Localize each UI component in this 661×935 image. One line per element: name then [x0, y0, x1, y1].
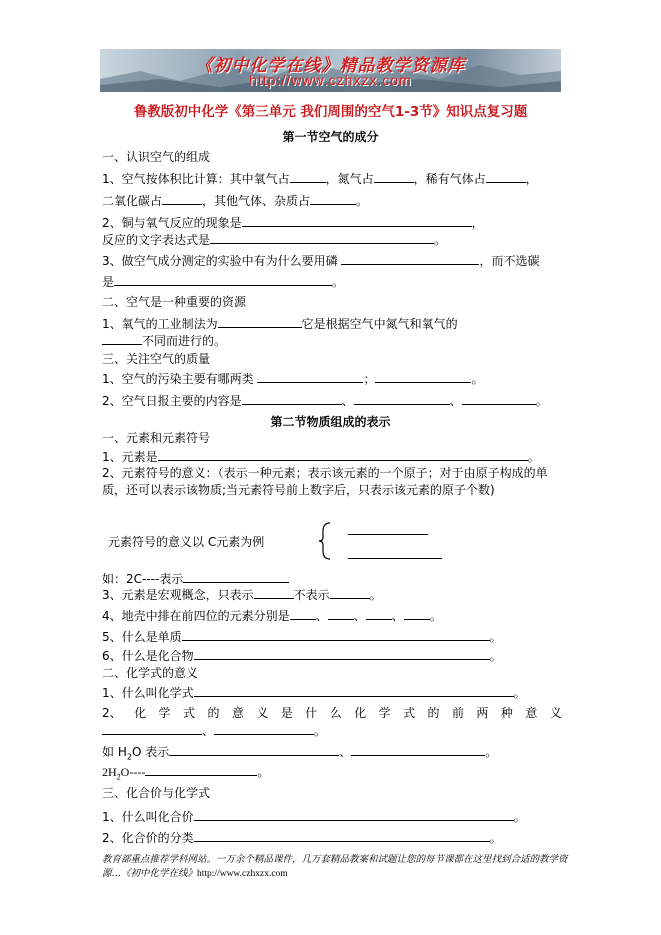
- text: 。: [471, 372, 484, 386]
- footer-note: [102, 853, 572, 881]
- text: 1、元素是: [102, 450, 158, 464]
- answer-blank[interactable]: [242, 392, 342, 405]
- answer-blank[interactable]: [194, 684, 514, 697]
- s1-question-3-cont: [102, 273, 344, 290]
- s2-question-6: [102, 647, 502, 664]
- s1-question-1-cont: [102, 192, 368, 209]
- answer-blank[interactable]: [462, 392, 536, 405]
- s2-question-10: [102, 829, 502, 846]
- text: ，: [525, 172, 538, 186]
- text: 义: [256, 706, 269, 720]
- answer-blank[interactable]: [351, 743, 485, 756]
- s2-question-1: [102, 448, 540, 465]
- text: ；: [363, 372, 376, 386]
- s2-subheading-1: 一、元素和元素符号: [102, 431, 211, 445]
- text: 意: [231, 706, 244, 720]
- text: 。: [527, 450, 540, 464]
- s1-question-1: [102, 170, 538, 187]
- answer-blank[interactable]: [169, 743, 339, 756]
- text: 。: [535, 394, 548, 408]
- text: 是: [280, 706, 293, 720]
- answer-blank[interactable]: [194, 647, 490, 660]
- s1-subheading-2: 二、空气是一种重要的资源: [102, 295, 247, 309]
- text: 前: [451, 706, 464, 720]
- s2-question-7: [102, 684, 526, 701]
- s2-question-9: [102, 808, 526, 825]
- footer-url[interactable]: http://www.czhxzx.com: [197, 869, 288, 879]
- text: 、: [353, 609, 366, 623]
- text: 3、元素是宏观概念，只表示: [102, 588, 254, 602]
- text: 。: [489, 630, 502, 644]
- answer-blank[interactable]: [290, 170, 326, 183]
- s2-subheading-2: 二、化学式的意义: [102, 666, 199, 680]
- s2-question-3: [102, 586, 382, 603]
- answer-blank[interactable]: [214, 722, 314, 735]
- text: 2、空气日报主要的内容是: [102, 394, 242, 408]
- text: 。: [332, 275, 345, 289]
- s1-subheading-3: 三、关注空气的质量: [102, 352, 211, 366]
- text: 学: [158, 706, 171, 720]
- symbol-meaning-label: 元素符号的意义以 C元素为例: [108, 535, 265, 549]
- text: 1、空气的污染主要有哪两类: [102, 372, 254, 386]
- text: 、: [391, 609, 404, 623]
- text: 式: [403, 706, 416, 720]
- s1-question-6: [102, 392, 548, 409]
- text: O 表示: [131, 745, 170, 759]
- answer-blank[interactable]: [242, 214, 472, 227]
- text: 。: [513, 686, 526, 700]
- document-title: 鲁教版初中化学《第三单元 我们周围的空气1-3节》知识点复习题: [133, 104, 528, 120]
- text: 二氧化碳占: [102, 194, 163, 208]
- text: 2、铜与氧气反应的现象是: [102, 216, 242, 230]
- text: 。: [434, 233, 447, 247]
- s2-question-8: [102, 704, 562, 721]
- text: 什: [305, 706, 318, 720]
- text: O----: [120, 765, 146, 779]
- text: 1、什么叫化合价: [102, 810, 194, 824]
- footer-text: 教育部重点推荐学科网站。一万余个精品课件，几万套精品教案和试题让您的每节课都在这里找到合适的教学资源…《初中化学在线》: [102, 854, 568, 879]
- text: 的: [207, 706, 220, 720]
- answer-blank[interactable]: [145, 763, 257, 776]
- answer-blank[interactable]: [328, 607, 354, 620]
- answer-blank[interactable]: [183, 570, 289, 583]
- text: 。: [489, 831, 502, 845]
- subscript: 2: [126, 752, 132, 762]
- text: 式: [182, 706, 195, 720]
- s1-question-3: [102, 252, 539, 269]
- text: 学: [378, 706, 391, 720]
- text: 4、地壳中排在前四位的元素分别是: [102, 609, 290, 623]
- text: 、: [202, 724, 215, 738]
- s2-question-4: [102, 607, 442, 624]
- answer-blank[interactable]: [486, 170, 526, 183]
- section-2-heading: 第二节物质组成的表示: [270, 415, 391, 429]
- answer-blank[interactable]: [162, 192, 202, 205]
- s1-question-4: [102, 315, 458, 332]
- text: 不同而进行的。: [142, 334, 227, 348]
- text: ，: [471, 216, 484, 230]
- text: 不表示: [293, 588, 330, 602]
- text: 、: [341, 394, 354, 408]
- text: 。: [257, 765, 270, 779]
- text: 么: [329, 706, 342, 720]
- s2-subheading-3: 三、化合价与化学式: [102, 786, 211, 800]
- text: 。: [314, 724, 327, 738]
- text: 5、什么是单质: [102, 630, 182, 644]
- answer-blank[interactable]: [404, 607, 430, 620]
- header-banner: [100, 49, 561, 92]
- text: 。: [485, 745, 498, 759]
- text: ，稀有气体占: [413, 172, 486, 186]
- text: 1、氧气的工业制法为: [102, 317, 218, 331]
- left-brace-icon: [317, 521, 333, 561]
- answer-blank[interactable]: [348, 522, 428, 535]
- answer-blank[interactable]: [366, 607, 392, 620]
- text: 。: [513, 810, 526, 824]
- answer-blank[interactable]: [348, 546, 442, 559]
- answer-blank[interactable]: [114, 273, 332, 286]
- text: 2H: [102, 765, 117, 779]
- answer-blank[interactable]: [375, 370, 471, 383]
- text: 、: [449, 394, 462, 408]
- s2-example-2c: [102, 570, 289, 587]
- s2-2h2o-meaning: [102, 763, 269, 785]
- text: ，而不选碳: [479, 254, 540, 268]
- s2-question-8-cont: [102, 722, 326, 739]
- answer-blank[interactable]: [310, 192, 356, 205]
- answer-blank[interactable]: [330, 586, 370, 599]
- answer-blank[interactable]: [194, 808, 514, 821]
- text: 它是根据空气中氮气和氧气的: [301, 317, 458, 331]
- text: ，氮气占: [325, 172, 374, 186]
- text: 如 H: [102, 745, 127, 759]
- banner-title: 《初中化学在线》精品教学资源库: [195, 56, 466, 76]
- answer-blank[interactable]: [374, 170, 414, 183]
- answer-blank[interactable]: [210, 231, 434, 244]
- text: 。: [489, 649, 502, 663]
- subscript: 2: [116, 772, 121, 782]
- text: 化: [354, 706, 367, 720]
- text: 。: [429, 609, 442, 623]
- text: 种: [500, 706, 513, 720]
- section-1-heading: 第一节空气的成分: [282, 130, 379, 144]
- text: 、: [339, 745, 352, 759]
- answer-blank[interactable]: [254, 586, 294, 599]
- answer-blank[interactable]: [194, 829, 490, 842]
- text: 化: [134, 706, 147, 720]
- text: 是: [102, 275, 115, 289]
- s2-question-2: 2、元素符号的意义：（表示一种元素；表示该元素的一个原子；对于由原子构成的单质，还可以表示该物质;当元素符号前上数字后，只表示该元素的原子个数): [102, 466, 548, 497]
- answer-blank[interactable]: [102, 722, 202, 735]
- text: 2、化合价的分类: [102, 831, 194, 845]
- text: 2、: [102, 706, 122, 720]
- text: 6、什么是化合物: [102, 649, 194, 663]
- text: 如：2C----表示: [102, 572, 184, 586]
- text: 。: [369, 588, 382, 602]
- text: 1、空气按体积比计算：其中氧气占: [102, 172, 290, 186]
- answer-blank[interactable]: [257, 370, 363, 383]
- answer-blank[interactable]: [341, 252, 479, 265]
- text: ，其他气体、杂质占: [202, 194, 311, 208]
- text: 3、做空气成分测定的实验中有为什么要用磷: [102, 254, 338, 268]
- s1-question-2-cont: [102, 231, 446, 248]
- answer-blank[interactable]: [182, 628, 490, 641]
- text: 两: [476, 706, 489, 720]
- banner-url: http://www.czhxzx.com: [249, 72, 412, 88]
- answer-blank[interactable]: [290, 607, 316, 620]
- text: 1、什么叫化学式: [102, 686, 194, 700]
- text: 反应的文字表达式是: [102, 233, 211, 247]
- answer-blank[interactable]: [218, 315, 302, 328]
- s1-question-2: [102, 214, 484, 231]
- text: 义: [549, 706, 562, 720]
- answer-blank[interactable]: [102, 332, 142, 345]
- s1-question-5: [102, 370, 484, 387]
- text: 意: [525, 706, 538, 720]
- text: 。: [356, 194, 369, 208]
- s1-subheading-1: 一、认识空气的组成: [102, 150, 211, 164]
- s1-question-4-cont: [102, 332, 226, 349]
- text: 、: [315, 609, 328, 623]
- s2-question-5: [102, 628, 502, 645]
- answer-blank[interactable]: [158, 448, 528, 461]
- answer-blank[interactable]: [354, 392, 450, 405]
- text: 的: [427, 706, 440, 720]
